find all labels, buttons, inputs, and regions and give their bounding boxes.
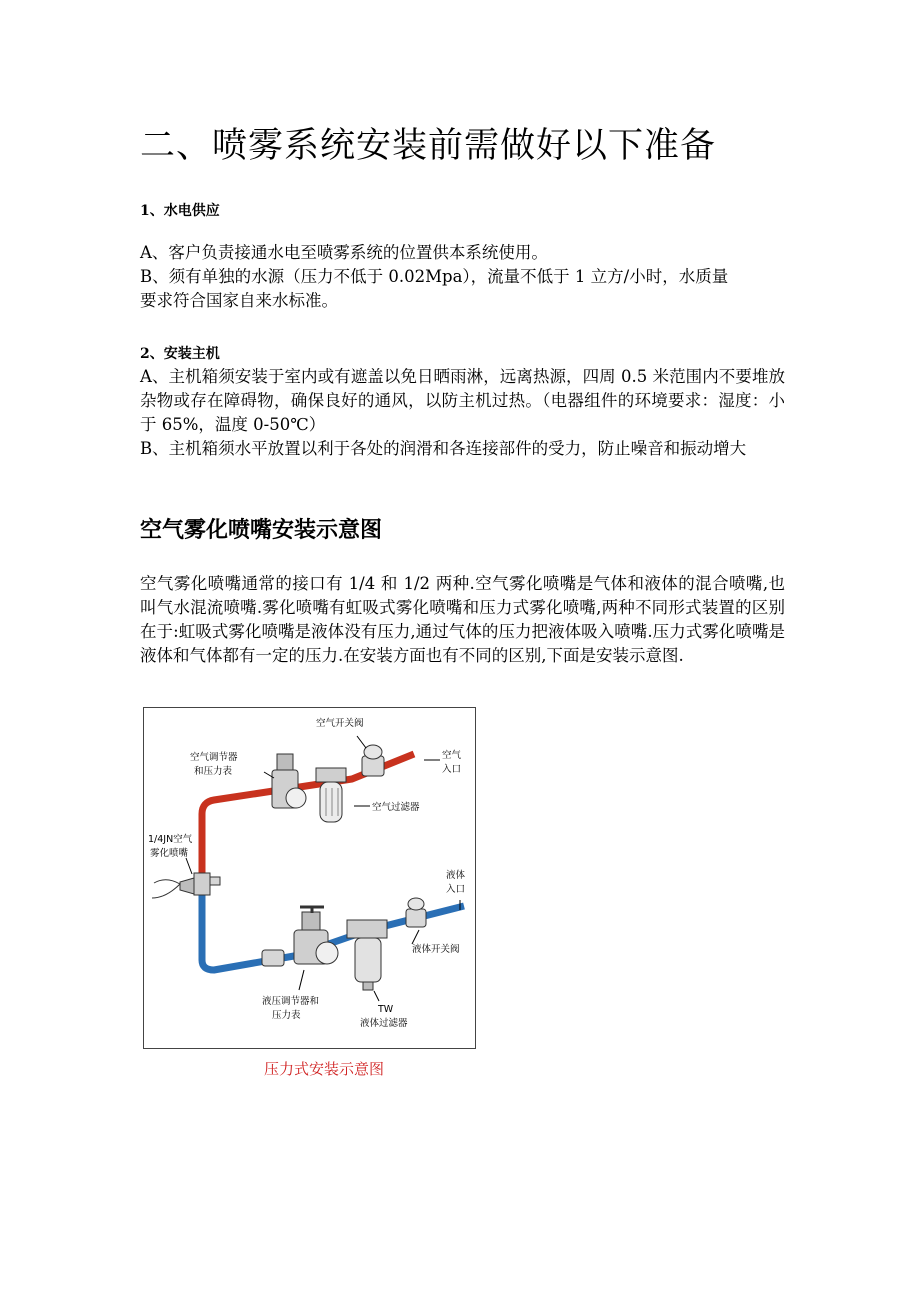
section-1-title: 1、水电供应 (140, 203, 220, 219)
label-air-inlet-2: 入口 (442, 764, 462, 775)
label-liquid-regulator-1: 液压调节器和 (262, 996, 320, 1007)
label-air-inlet-1: 空气 (442, 750, 462, 761)
section-1-item-b-line-1: B、须有单独的水源（压力不低于 0.02Mpa），流量不低于 1 立方/小时，水质量 (140, 267, 729, 286)
air-regulator-icon (272, 754, 306, 808)
section-1-item-b-line-2: 要求符合国家自来水标准。 (140, 291, 338, 310)
label-air-regulator-1: 空气调节器 (190, 752, 238, 763)
label-tw: TW (378, 1004, 394, 1015)
label-air-filter: 空气过滤器 (372, 802, 420, 813)
liquid-regulator-icon (262, 907, 338, 966)
nozzle-icon (152, 873, 220, 898)
label-liquid-regulator-2: 压力表 (272, 1010, 301, 1021)
section-2-title: 2、安装主机 (140, 346, 220, 362)
installation-diagram (143, 707, 476, 1049)
label-liquid-inlet-2: 入口 (446, 884, 466, 895)
section-1-item-a: A、客户负责接通水电至喷雾系统的位置供本系统使用。 (140, 243, 548, 262)
label-liquid-filter: 液体过滤器 (360, 1018, 408, 1029)
air-valve-icon (362, 745, 384, 776)
page-title: 二、喷雾系统安装前需做好以下准备 (140, 126, 717, 166)
section-2-item-b: B、主机箱须水平放置以利于各处的润滑和各连接部件的受力，防止噪音和振动增大 (140, 439, 747, 458)
label-nozzle-1: 1/4JN空气 (148, 834, 193, 845)
figure-caption: 压力式安装示意图 (264, 1060, 385, 1078)
label-nozzle-2: 雾化喷嘴 (150, 848, 189, 859)
liquid-filter-icon (347, 920, 387, 990)
intro-paragraph: 空气雾化喷嘴通常的接口有 1/4 和 1/2 两种.空气雾化喷嘴是气体和液体的混合喷嘴,也叫气水混流喷嘴.雾化喷嘴有虹吸式雾化喷嘴和压力式雾化喷嘴,两种不同形式装置的区别在于:虹吸式雾化喷嘴是液体没有压力,通过气体的压力把液体吸入喷嘴.压力式雾化喷嘴是液体和气体都有一定的压力.在安装方面也有不同的区别,下面是安装示意图. (140, 574, 785, 665)
label-liquid-valve: 液体开关阀 (412, 944, 460, 955)
liquid-valve-icon (406, 898, 426, 927)
label-air-regulator-2: 和压力表 (194, 766, 233, 777)
label-liquid-inlet-1: 液体 (446, 870, 466, 881)
section-subheading: 空气雾化喷嘴安装示意图 (140, 518, 383, 543)
label-air-valve: 空气开关阀 (316, 718, 364, 729)
section-2-item-a: A、主机箱须安装于室内或有遮盖以免日晒雨淋，远离热源，四周 0.5 米范围内不要堆放杂物或存在障碍物，确保良好的通风，以防主机过热。（电器组件的环境要求：湿度：小于 65%，温度 0-50℃） (140, 367, 785, 434)
installation-diagram-svg (144, 708, 474, 1047)
air-filter-icon (316, 768, 346, 822)
